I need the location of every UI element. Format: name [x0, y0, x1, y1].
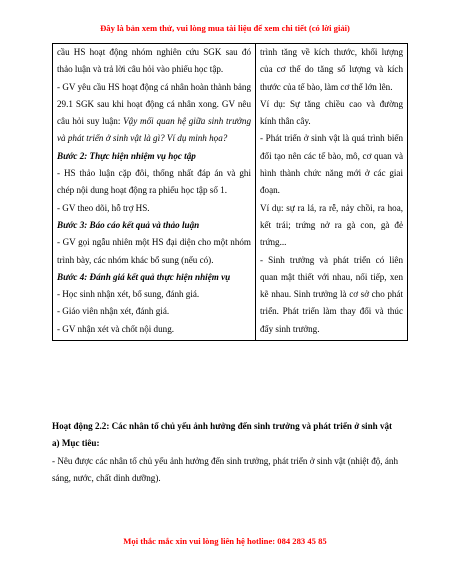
activity-heading: Hoạt động 2.2: Các nhân tố chủ yếu ảnh hưởng đến sinh trưởng và phát triển ở sinh vật: [52, 421, 393, 431]
paragraph: cầu HS hoạt động nhóm nghiên cứu SGK sau đó thảo luận và trả lời câu hỏi vào phiếu học tập.: [57, 47, 251, 75]
table-row: [53, 44, 408, 341]
hotline-banner: Mọi thắc mắc xin vui lòng liên hệ hotline: 084 283 45 85: [123, 536, 327, 546]
step-4-heading: Bước 4: Đánh giá kết quả thực hiện nhiệm vụ: [57, 271, 231, 282]
step-2-heading: Bước 2: Thực hiện nhiệm vụ học tập: [57, 150, 196, 161]
paragraph: - Phát triển ở sinh vật là quá trình biến đổi tạo nên các tế bào, mô, cơ quan và hình thành chức năng mới ở các giai đoạn.: [260, 133, 403, 196]
inference-question: Vậy mối quan hệ giữa sinh trưởng và phát triển ở sinh vật là gì? Ví dụ minh họa?: [57, 116, 251, 144]
paragraph: - GV nhận xét và chốt nội dung.: [57, 323, 175, 334]
paragraph: Ví dụ: Sự tăng chiều cao và đường kính thân cây.: [260, 98, 403, 127]
paragraph: Ví dụ: sự ra lá, ra rễ, nảy chồi, ra hoa, kết trái; trứng nở ra gà con, gà đẻ trứng...: [260, 202, 403, 248]
teacher-student-activities-cell: [53, 44, 256, 341]
expected-outcomes-cell: [256, 44, 408, 341]
paragraph: - GV theo dõi, hỗ trợ HS.: [57, 202, 150, 213]
paragraph: trình tăng về kích thước, khối lượng của cơ thể do tăng số lượng và kích thước của tế bào, làm cơ thể lớn lên.: [260, 47, 403, 92]
activity-section: [52, 418, 398, 487]
paragraph-text: - GV yêu cầu HS hoạt động cá nhân hoàn thành bảng 29.1 SGK sau khi hoạt động cá nhân xong. GV nêu câu hỏi suy luận:: [57, 81, 251, 127]
paragraph: [57, 79, 251, 148]
paragraph: - Học sinh nhận xét, bổ sung, đánh giá.: [57, 289, 200, 300]
paragraph: - Sinh trưởng và phát triển có liên quan mật thiết với nhau, nối tiếp, xen kẽ nhau. Sinh trưởng là cơ sở cho phát triển. Phát triển làm thay đổi và thúc đẩy sinh trưởng.: [260, 254, 403, 334]
objective-text: - Nêu được các nhân tố chủ yếu ảnh hưởng đến sinh trưởng, phát triển ở sinh vật (nhiệt độ, ánh sáng, nước, chất dinh dưỡng).: [52, 455, 398, 483]
objective-heading: a) Mục tiêu:: [52, 438, 100, 449]
lesson-table: [52, 43, 408, 341]
preview-banner: Đây là bản xem thử, vui lòng mua tài liệu để xem chi tiết (có lời giải): [100, 23, 350, 33]
paragraph: - HS thảo luận cặp đôi, thống nhất đáp án và ghi chép nội dung hoạt động ra phiếu học tập số 1.: [57, 168, 251, 196]
paragraph: - GV gọi ngẫu nhiên một HS đại diện cho một nhóm trình bày, các nhóm khác bổ sung (nếu có).: [57, 237, 251, 265]
paragraph: - Giáo viên nhận xét, đánh giá.: [57, 306, 170, 317]
step-3-heading: Bước 3: Báo cáo kết quả và thảo luận: [57, 219, 200, 230]
